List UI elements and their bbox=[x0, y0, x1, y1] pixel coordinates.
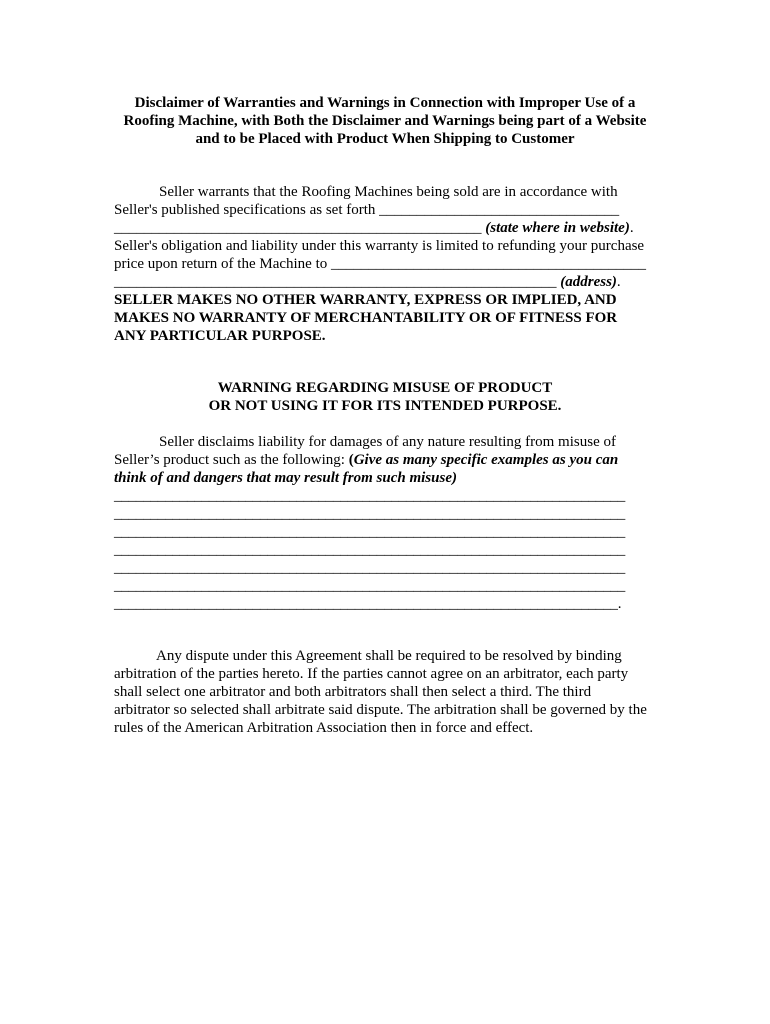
examples-hint: Give as many specific examples as you can bbox=[353, 452, 619, 468]
address-blank: ___________________________________________________________ bbox=[114, 274, 557, 290]
misuse-paragraph bbox=[114, 433, 660, 613]
warning-heading-line-2: OR NOT USING IT FOR ITS INTENDED PURPOSE. bbox=[208, 398, 562, 414]
disclaimer-line-3: ANY PARTICULAR PURPOSE. bbox=[114, 328, 326, 344]
website-blank: _________________________________________________ bbox=[114, 220, 482, 236]
misuse-blank-line: ______________________________________________________________________ bbox=[114, 524, 626, 540]
misuse-blank-line: ______________________________________________________________________ bbox=[114, 560, 626, 576]
misuse-line-1: Seller disclaims liability for damages of any nature resulting from misuse of bbox=[159, 434, 616, 450]
arbitration-line-4: arbitrator so selected shall arbitrate said dispute. The arbitration shall be governed by the bbox=[114, 702, 647, 718]
arbitration-line-1: Any dispute under this Agreement shall be required to be resolved by binding bbox=[156, 648, 622, 664]
misuse-blank-line: ______________________________________________________________________ bbox=[114, 578, 626, 594]
misuse-blank-line: ______________________________________________________________________ bbox=[114, 488, 626, 504]
warranty-line-6 bbox=[114, 273, 660, 291]
misuse-line-3: think of and dangers that may result from such misuse) bbox=[114, 470, 457, 486]
arbitration-line-3: shall select one arbitrator and both arbitrators shall then select a third. The third bbox=[114, 684, 592, 700]
misuse-blank-line: _____________________________________________________________________. bbox=[114, 596, 622, 612]
open-paren: ( bbox=[348, 452, 354, 468]
title-line-3: and to be Placed with Product When Shipping to Customer bbox=[195, 131, 575, 147]
disclaimer-line-2: MAKES NO WARRANTY OF MERCHANTABILITY OR OF FITNESS FOR bbox=[114, 310, 618, 326]
disclaimer-line-1: SELLER MAKES NO OTHER WARRANTY, EXPRESS OR IMPLIED, AND bbox=[114, 292, 617, 308]
misuse-blank-line: ______________________________________________________________________ bbox=[114, 542, 626, 558]
misuse-line-2-text: Seller’s product such as the following: bbox=[114, 452, 349, 468]
arbitration-line-5: rules of the American Arbitration Association then in force and effect. bbox=[114, 720, 534, 736]
misuse-line-2 bbox=[114, 451, 660, 469]
period: . bbox=[629, 220, 634, 236]
warranty-line-5: price upon return of the Machine to __________________________________________ bbox=[114, 256, 647, 272]
warranty-paragraph bbox=[114, 183, 660, 345]
document-title bbox=[112, 94, 658, 148]
warning-heading bbox=[112, 379, 658, 415]
warranty-line-2: Seller's published specifications as set forth ________________________________ bbox=[114, 202, 620, 218]
title-line-2: Roofing Machine, with Both the Disclaimer and Warnings being part of a Website bbox=[123, 113, 647, 129]
website-hint: (state where in website) bbox=[485, 220, 630, 236]
arbitration-line-2: arbitration of the parties hereto. If the parties cannot agree on an arbitrator, each party bbox=[114, 666, 629, 682]
warranty-line-1: Seller warrants that the Roofing Machines being sold are in accordance with bbox=[159, 184, 618, 200]
title-line-1: Disclaimer of Warranties and Warnings in Connection with Improper Use of a bbox=[134, 95, 636, 111]
period: . bbox=[616, 274, 621, 290]
address-hint: (address) bbox=[560, 274, 617, 290]
misuse-blank-line: ______________________________________________________________________ bbox=[114, 506, 626, 522]
warranty-line-4: Seller's obligation and liability under this warranty is limited to refunding your purchase bbox=[114, 238, 645, 254]
arbitration-paragraph bbox=[114, 647, 660, 737]
warranty-line-3 bbox=[114, 219, 660, 237]
warning-heading-line-1: WARNING REGARDING MISUSE OF PRODUCT bbox=[217, 380, 553, 396]
